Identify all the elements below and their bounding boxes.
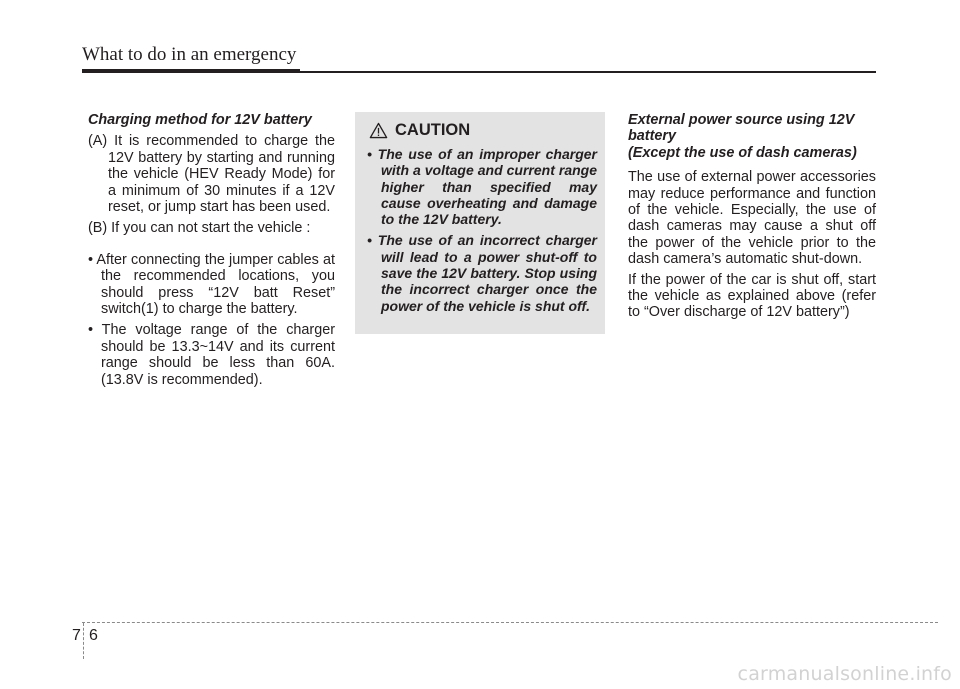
right-column [628,112,876,325]
step-b-text: (B) If you can not start the vehicle : [88,220,311,237]
header-rule-thin [300,71,876,73]
page-number: 6 [89,627,98,644]
left-column [88,112,335,393]
page-header-title: What to do in an emergency [82,44,297,65]
caution-title: CAUTION [395,121,471,139]
watermark-text: carmanualsonline.info [737,663,952,685]
charging-method-heading: Charging method for 12V battery [88,112,312,128]
caution-item-improper-charger: • The use of an improper charger with a voltage and current range higher than specified may cause overheating and damage to the 12V battery. [367,146,597,228]
caution-list [367,146,597,319]
caution-item-incorrect-charger: • The use of an incorrect charger will lead to a power shut-off to save the 12V battery. Stop using the incorrect charger once the power of the vehicle is shut off. [367,232,597,314]
external-power-paragraph-2: If the power of the car is shut off, start the vehicle as explained above (refer to “Over discharge of 12V battery”) [628,271,876,321]
bullet-voltage-range: • The voltage range of the charger should be 13.3~14V and its current range should be less than 60A. (13.8V is recommended). [88,322,335,388]
caution-box [355,112,605,334]
caution-header [369,121,470,140]
footer-rule [82,622,938,623]
spacer [88,242,335,252]
chapter-number: 7 [72,627,81,644]
external-power-heading: External power source using 12V battery [628,112,855,145]
step-a-text: (A) It is recommended to charge the 12V battery by starting and running the vehicle (HEV Ready Mode) for a minimum of 30 minutes if a 12V reset, or jump start has been used. [88,133,335,216]
external-power-subheading: (Except the use of dash cameras) [628,144,857,161]
footer-divider [83,623,84,659]
bullet-jumper-cables: • After connecting the jumper cables at the recommended locations, you should press “12V batt Reset” switch(1) to charge the battery. [88,251,335,318]
header-rule-thick [82,69,300,73]
warning-triangle-icon [369,122,388,139]
external-power-paragraph-1: The use of external power accessories may reduce performance and function of the vehicle. Especially, the use of dash cameras may cause a shut off the power of the vehicle prior to the dash camera’s automatic shut-down. [628,169,876,268]
